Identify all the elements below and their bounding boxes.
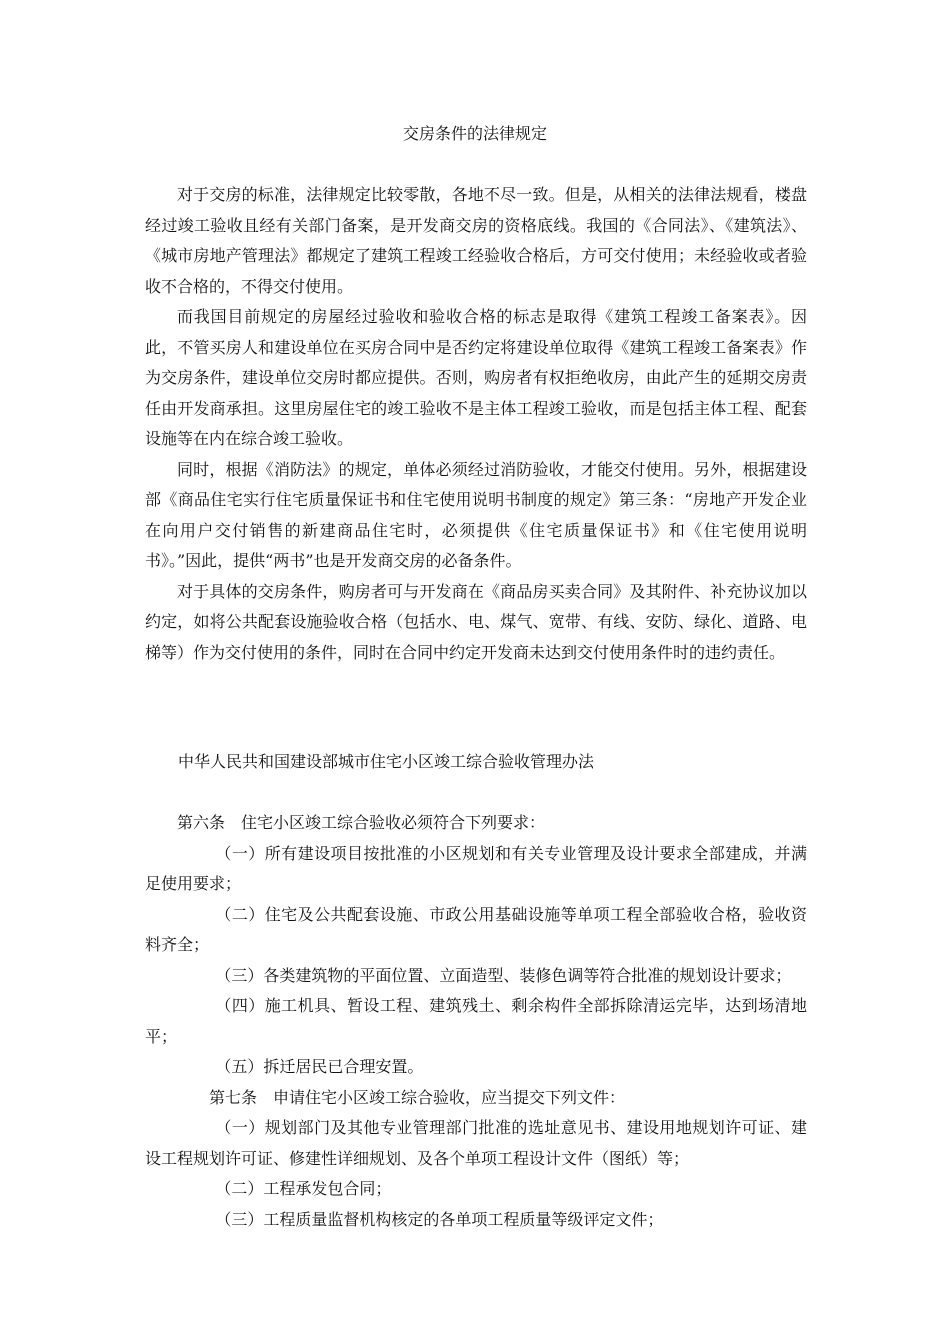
article-item: （四）施工机具、暂设工程、建筑残土、剩余构件全部拆除清运完毕，达到场清地平；: [145, 996, 807, 1046]
paragraph: 而我国目前规定的房屋经过验收和验收合格的标志是取得《建筑工程竣工备案表》。因此，不管买房人和建设单位在买房合同中是否约定将建设单位取得《建筑工程竣工备案表》作为交房条件，建设单位交房时都应提供。否则，购房者有权拒绝收房，由此产生的延期交房责任由开发商承担。这里房屋住宅的竣工验收不是主体工程竣工验收，而是包括主体工程、配套设施等在内在综合竣工验收。: [145, 307, 807, 448]
article-item: （三）各类建筑物的平面位置、立面造型、装修色调等符合批准的规划设计要求；: [215, 965, 792, 985]
section-2: [145, 808, 807, 1235]
document-title: 交房条件的法律规定: [402, 124, 547, 143]
article-item: （一）所有建设项目按批准的小区规划和有关专业管理及设计要求全部建成，并满足使用要求；: [145, 843, 807, 893]
paragraph: 同时，根据《消防法》的规定，单体必须经过消防验收，才能交付使用。另外，根据建设部《商品住宅实行住宅质量保证书和住宅使用说明书制度的规定》第三条：“房地产开发企业在向用户交付销售的新建商品住宅时，必须提供《住宅质量保证书》和《住宅使用说明书》。”因此，提供“两书”也是开发商交房的必备条件。: [145, 459, 807, 570]
article-item: （二）住宅及公共配套设施、市政公用基础设施等单项工程全部验收合格，验收资料齐全；: [145, 904, 807, 954]
article-item: （二）工程承发包合同；: [215, 1179, 392, 1198]
article-heading: 第六条 住宅小区竣工综合验收必须符合下列要求：: [177, 813, 546, 832]
article-heading: 第七条 申请住宅小区竣工综合验收，应当提交下列文件：: [209, 1087, 626, 1107]
article-item: （三）工程质量监督机构核定的各单项工程质量等级评定文件；: [215, 1209, 664, 1229]
article-item: （一）规划部门及其他专业管理部门批准的选址意见书、建设用地规划许可证、建设工程规划许可证、修建性详细规划、及各个单项工程设计文件（图纸）等；: [145, 1118, 807, 1168]
paragraph: 对于具体的交房条件，购房者可与开发商在《商品房买卖合同》及其附件、补充协议加以约定，如将公共配套设施验收合格（包括水、电、煤气、宽带、有线、安防、绿化、道路、电梯等）作为交付使用的条件，同时在合同中约定开发商未达到交付使用条件时的违约责任。: [145, 581, 807, 662]
article-item: （五）拆迁居民已合理安置。: [215, 1057, 424, 1076]
section-subtitle: 中华人民共和国建设部城市住宅小区竣工综合验收管理办法: [178, 752, 595, 771]
section-1: [145, 180, 807, 668]
paragraph: 对于交房的标准，法律规定比较零散，各地不尽一致。但是，从相关的法律法规看，楼盘经过竣工验收且经有关部门备案，是开发商交房的资格底线。我国的《合同法》、《建筑法》、《城市房地产管理法》都规定了建筑工程竣工经验收合格后，方可交付使用；未经验收或者验收不合格的，不得交付使用。: [145, 185, 807, 296]
